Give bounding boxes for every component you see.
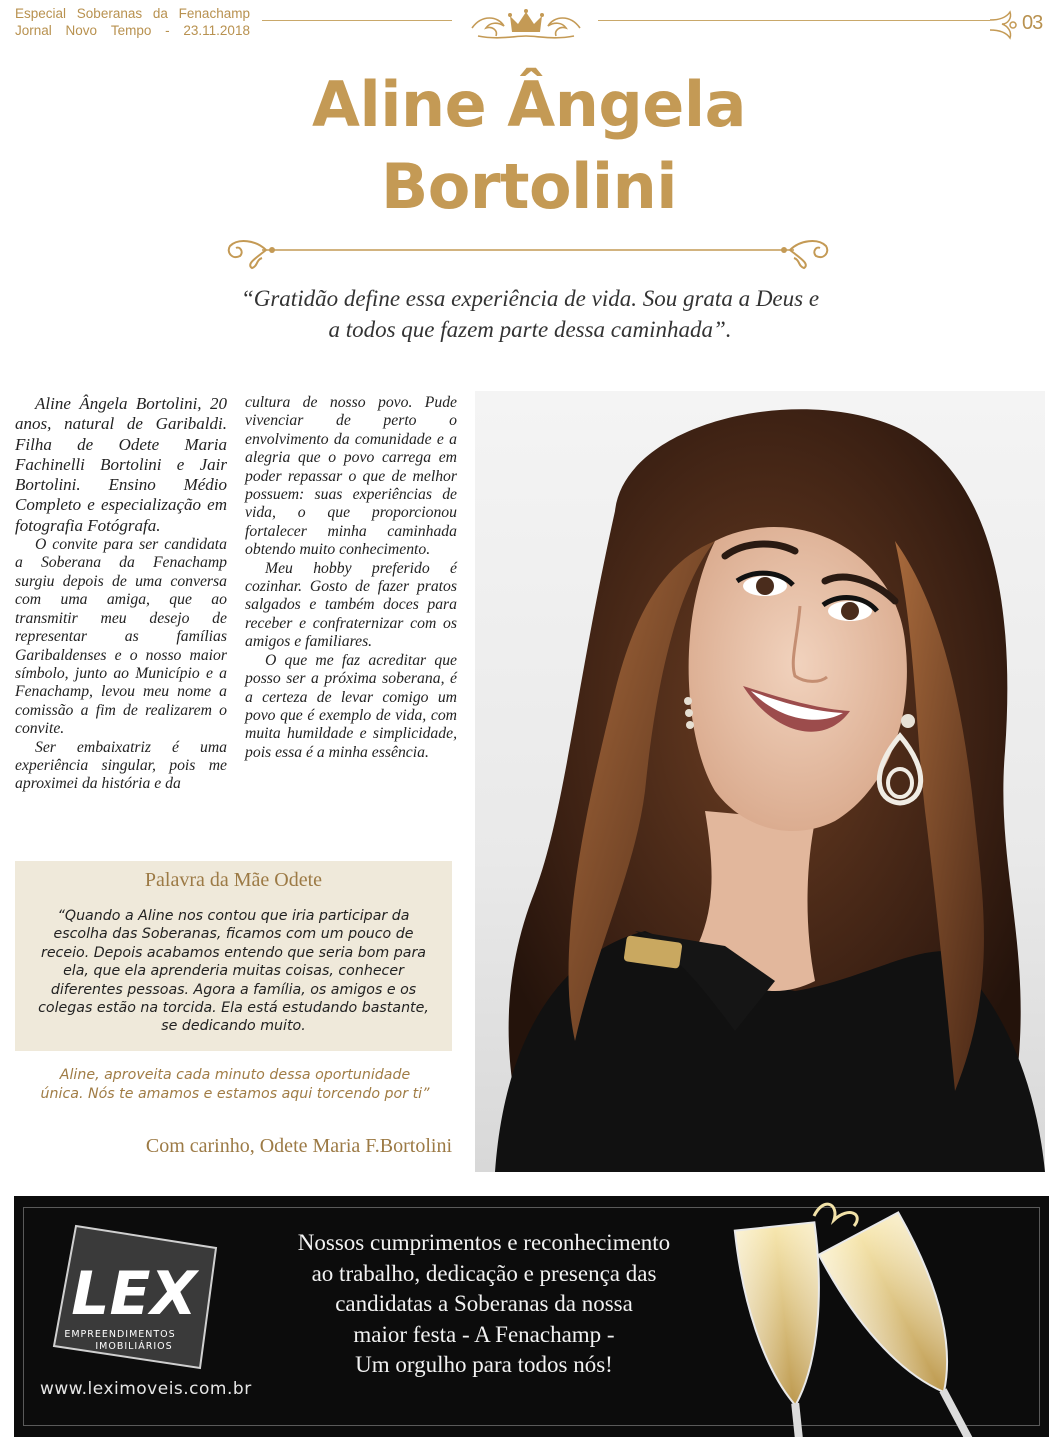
ad-message: Nossos cumprimentos e reconhecimento ao trabalho, dedicação e presença das candidatas a Soberanas da nossa maior festa - A Fenachamp - Um orgulho para todos nós! bbox=[297, 1230, 671, 1377]
header-line-2: Jornal Novo Tempo - 23.11.2018 bbox=[15, 23, 250, 38]
mother-closing-text: Aline, aproveita cada minuto dessa oportunidade única. Nós te amamos e estamos aqui torcendo por ti” bbox=[40, 1067, 430, 1102]
article-title bbox=[0, 64, 1058, 228]
title-line-2: Bortolini bbox=[380, 150, 678, 223]
lex-logo bbox=[50, 1222, 220, 1372]
paragraph: Meu hobby preferido é cozinhar. Gosto de fazer pratos salgados e também doces para receber e confraternizar com os amigos e familiares. bbox=[245, 559, 457, 651]
lex-logo-text: LEX bbox=[71, 1259, 197, 1329]
page-corner-ornament-icon bbox=[988, 8, 1020, 42]
portrait-illustration bbox=[475, 391, 1045, 1172]
lex-logo-sub1: EMPREENDIMENTOS bbox=[64, 1329, 176, 1340]
header-line-1: Especial Soberanas da Fenachamp bbox=[15, 6, 250, 21]
paragraph: Ser embaixatriz é uma experiência singular, pois me aproximei da história e da bbox=[15, 738, 227, 793]
page-number: 03 bbox=[1022, 12, 1043, 34]
mother-box-text: “Quando a Aline nos contou que iria participar da escolha das Soberanas, ficamos com um pouco de receio. Depois acabamos entendo que seria bom para ela, que ela aprenderia muitas coisas, conhecer diferentes pessoas. Agora a família, os amigos e os colegas estão na torcida. Ela está estudando bastante, se dedicando muito. bbox=[38, 908, 429, 1035]
mother-words-box bbox=[15, 861, 452, 1051]
article-column-1 bbox=[15, 394, 227, 794]
pull-quote: “Gratidão define essa experiência de vida. Sou grata a Deus e a todos que fazem parte dessa caminhada”. bbox=[240, 286, 820, 342]
crown-ornament-icon bbox=[468, 6, 584, 42]
header-rule-right bbox=[598, 20, 990, 21]
lex-advertisement bbox=[14, 1196, 1049, 1437]
header-info bbox=[15, 5, 250, 39]
mother-box-title: Palavra da Mãe Odete bbox=[144, 869, 323, 891]
paragraph: O que me faz acreditar que posso ser a próxima soberana, é a certeza de levar comigo um povo que é exemplo de vida, com muita humildade e simplicidade, pois essa é a minha essência. bbox=[245, 651, 457, 761]
ad-website-link[interactable]: www.leximoveis.com.br bbox=[40, 1379, 252, 1399]
header-rule-left bbox=[262, 20, 452, 21]
lex-logo-sub2: IMOBILIÁRIOS bbox=[95, 1341, 173, 1352]
mother-signature: Com carinho, Odete Maria F.Bortolini bbox=[145, 1135, 452, 1157]
article-column-2 bbox=[245, 394, 457, 762]
paragraph: Aline Ângela Bortolini, 20 anos, natural de Garibaldi. Filha de Odete Maria Fachinelli Bortolini e Jair Bortolini. Ensino Médio Completo e especialização em fotografia Fotógrafa. bbox=[15, 394, 227, 535]
title-line-1: Aline Ângela bbox=[312, 68, 746, 141]
paragraph: cultura de nosso povo. Pude vivenciar de perto o envolvimento da comunidade e a alegria que o povo carrega em poder repassar o que de melhor possuem: suas experiências de vida, o que proporcionou fortalecer minha caminhada obtendo muito conhecimento. bbox=[245, 394, 457, 559]
title-divider-ornament-icon bbox=[222, 232, 834, 272]
paragraph: O convite para ser candidata a Soberana da Fenachamp surgiu depois de uma conversa com uma amiga, que ao transmitir meu desejo de representar as famílias Garibaldenses e o nosso maior símbolo, junto ao Município e a Fenachamp, levou meu nome a comissão a fim de realizarem o convite. bbox=[15, 536, 227, 738]
champagne-glasses-icon bbox=[714, 1196, 1044, 1437]
portrait-photo bbox=[475, 391, 1045, 1172]
